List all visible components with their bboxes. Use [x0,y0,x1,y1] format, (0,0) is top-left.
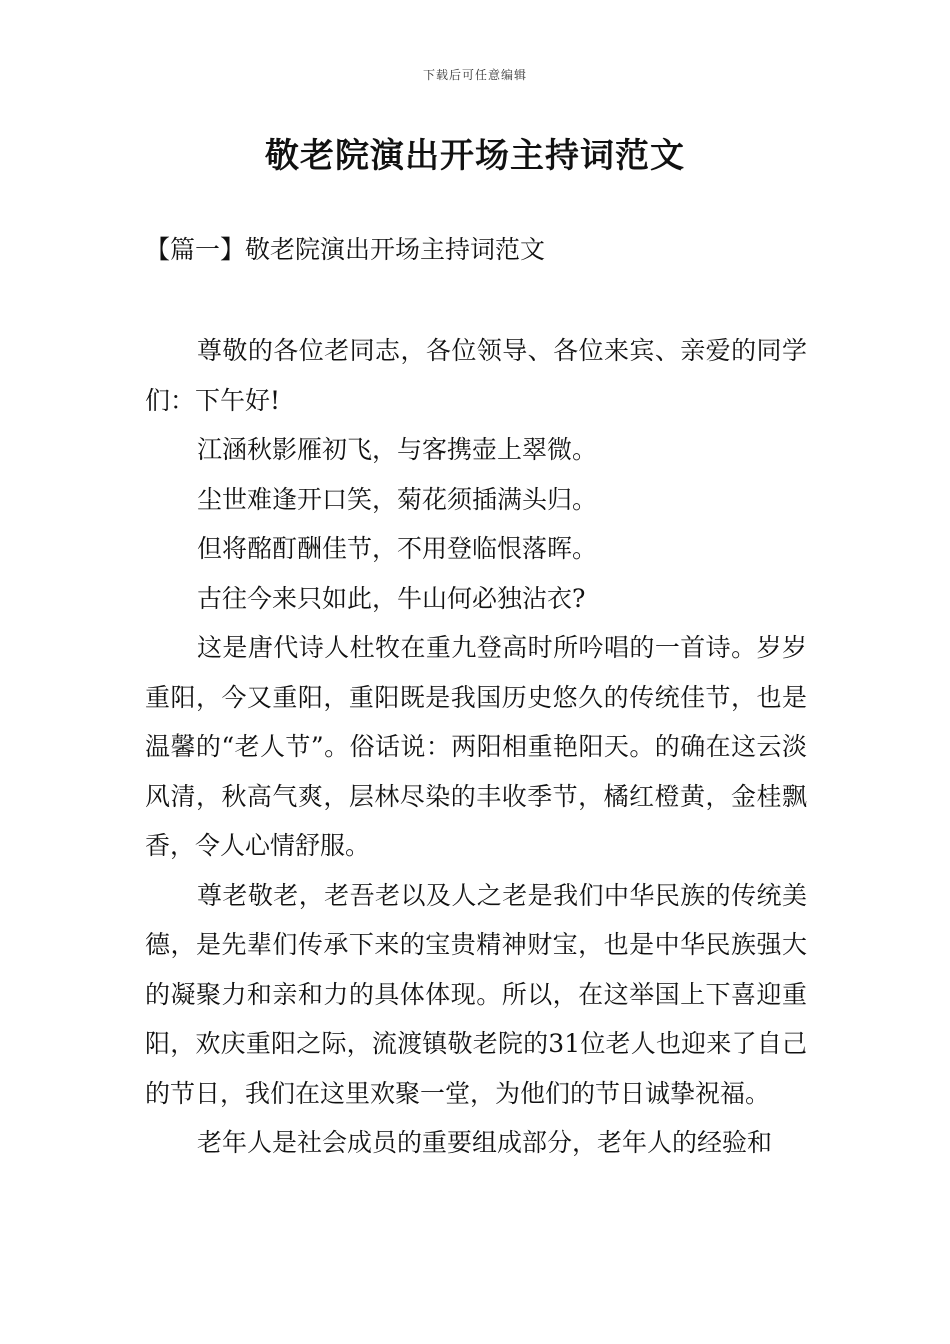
page-title: 敬老院演出开场主持词范文 [265,136,685,176]
poem [145,425,807,623]
body-paragraph: 这是唐代诗人杜牧在重九登高时所吟唱的一首诗。岁岁重阳，今又重阳，重阳既是我国历史悠久的传统佳节，也是温馨的“老人节”。俗话说：两阳相重艳阳天。的确在这云淡风清，秋高气爽，层林尽染的丰收季节，橘红橙黄，金桂飘香，令人心情舒服。 [145,633,807,860]
header-note: 下载后可任意编辑 [422,68,527,82]
body-paragraph: 尊老敬老，老吾老以及人之老是我们中华民族的传统美德，是先辈们传承下来的宝贵精神财宝，也是中华民族强大的凝聚力和亲和力的具体体现。所以，在这举国上下喜迎重阳，欢庆重阳之际，流渡镇敬老院的31位老人也迎来了自己的节日，我们在这里欢聚一堂，为他们的节日诚挚祝福。 [145,880,807,1108]
greeting-paragraph: 尊敬的各位老同志，各位领导、各位来宾、亲爱的同学们：下午好! [145,336,807,415]
poem-line: 尘世难逢开口笑，菊花须插满头归。 [197,484,598,514]
document-body [145,326,807,1168]
poem-line: 古往今来只如此，牛山何必独沾衣? [197,583,586,613]
section-heading: 【篇一】敬老院演出开场主持词范文 [145,235,546,264]
poem-line: 但将酩酊酬佳节，不用登临恨落晖。 [197,534,598,563]
body-paragraph: 老年人是社会成员的重要组成部分，老年人的经验和 [197,1128,773,1157]
poem-line: 江涵秋影雁初飞，与客携壶上翠微。 [197,435,598,464]
